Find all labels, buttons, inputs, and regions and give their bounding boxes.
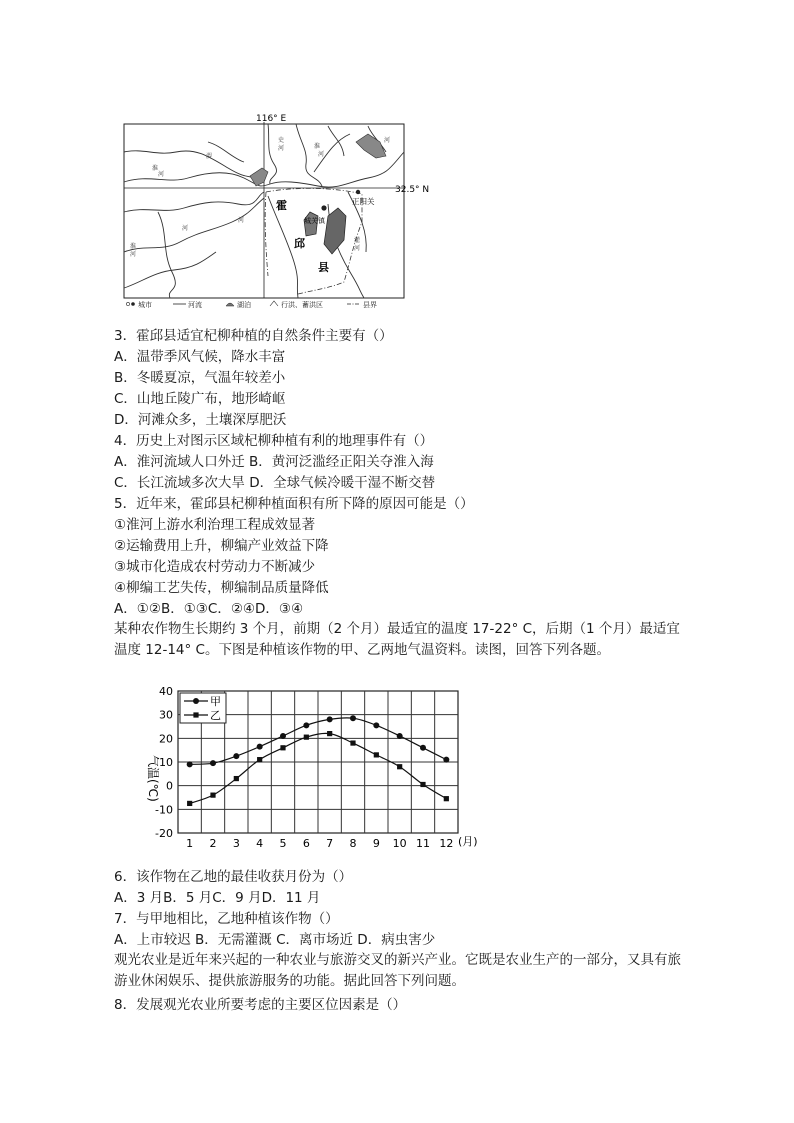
y-tick-label: 40 [159,685,173,698]
svg-text:河: 河 [182,225,189,232]
legend-marker-square [193,712,198,717]
huoqiu-county-map [118,112,430,312]
svg-text:河: 河 [238,217,245,224]
data-point-jia [280,733,286,739]
data-point-jia [420,745,426,751]
question-8-stem: 8．发展观光农业所要考虑的主要区位因素是（） [114,997,407,1013]
legend-lake: 湖泊 [237,301,251,309]
y-tick-label: -20 [155,827,173,840]
y-axis-label: 气温(℃) [146,755,160,802]
x-tick-label: 4 [256,837,264,850]
data-point-yi [444,796,449,801]
y-tick-label: 0 [166,779,173,793]
data-point-yi [304,735,309,740]
county-char-2: 邱 [294,237,305,250]
legend-marker-circle [193,698,199,704]
tourism-agriculture-intro: 观光农业是近年来兴起的一种农业与旅游交叉的新兴产业。它既是农业生产的一部分，又具有旅游业休闲娱乐、提供旅游服务的功能。据此回答下列问题。 [114,952,681,989]
svg-text:河: 河 [384,137,391,144]
x-tick-label: 7 [326,837,334,850]
svg-text:灌: 灌 [354,237,361,244]
data-point-jia [210,760,216,766]
x-tick-label: 6 [302,837,310,850]
x-tick-label: 2 [209,837,217,850]
x-tick-label: 11 [416,837,430,850]
x-tick-label: 10 [392,837,407,850]
question-3-option-b: B．冬暖夏凉，气温年较差小 [114,370,286,386]
data-point-jia [397,733,403,739]
chart-legend [180,693,226,723]
data-point-yi [397,764,402,769]
svg-text:河: 河 [278,145,285,152]
x-tick-label: 8 [349,837,357,850]
x-tick-label: 5 [279,837,287,850]
data-point-yi [374,752,379,757]
data-point-jia [233,753,239,759]
data-point-yi [420,782,425,787]
svg-text:淮: 淮 [314,143,321,150]
x-axis-unit: (月) [458,835,478,848]
city-marker-zhengyangguan [356,190,360,194]
pass-label: 正阳关 [352,197,375,206]
data-point-yi [327,731,332,736]
question-5-item-2: ②运输费用上升，柳编产业效益下降 [114,538,329,554]
data-point-jia [373,722,379,728]
question-7-stem: 7．与甲地相比，乙地种植该作物（） [114,911,339,927]
crop-intro-paragraph: 某种农作物生长期约 3 个月，前期（2 个月）最适宜的温度 17-22° C，后期（1 个月）最适宜温度 12-14° C。下图是种植该作物的甲、乙两地气温资料。读图，回答下列各题。 [114,621,680,658]
map-legend [126,300,377,309]
data-point-yi [187,801,192,806]
legend-river: 河流 [188,301,202,309]
question-4-stem: 4．历史上对图示区域杞柳种植有利的地理事件有（） [114,433,434,449]
y-tick-label: -10 [155,803,173,817]
question-4-options-ab: A．淮河流域人口外迁 B．黄河泛滥经正阳关夺淮入海 [114,454,434,470]
question-3-option-a: A．温带季风气候，降水丰富 [114,349,286,365]
svg-text:河: 河 [318,151,325,158]
data-point-yi [280,745,285,750]
data-point-yi [234,776,239,781]
legend-label: 甲 [210,695,221,708]
question-3-option-c: C．山地丘陵广布，地形崎岖 [114,391,286,407]
longitude-label: 116° E [256,114,287,124]
question-7-options: A．上市较迟 B．无需灌溉 C．离市场近 D．病虫害少 [114,932,436,948]
question-5-item-1: ①淮河上游水利治理工程成效显著 [114,517,316,533]
svg-text:河: 河 [158,171,165,178]
question-5-item-3: ③城市化造成农村劳动力不断减少 [114,559,316,575]
svg-text:史: 史 [278,137,285,144]
svg-text:河: 河 [130,251,137,258]
legend-county-border: 县界 [363,301,377,309]
data-point-jia [303,722,309,728]
data-point-jia [443,757,449,763]
y-tick-label: 10 [159,756,173,769]
city-marker-chengguan [321,205,326,210]
x-tick-label: 12 [439,837,454,850]
temperature-line-chart [140,685,490,850]
svg-text:淮: 淮 [130,243,137,250]
question-3-option-d: D．河滩众多，土壤深厚肥沃 [114,412,287,428]
data-point-yi [210,793,215,798]
y-tick-label: 30 [159,708,173,722]
svg-text:淮: 淮 [152,165,159,172]
question-6-options: A．3 月B．5 月C．9 月D．11 月 [114,890,321,906]
x-tick-label: 9 [372,837,380,850]
town-label: 城关镇 [304,217,325,225]
question-5-stem: 5．近年来，霍邱县杞柳种植面积有所下降的原因可能是（） [114,496,474,512]
data-point-jia [327,716,333,722]
question-4-options-cd: C．长江流域多次大旱 D．全球气候冷暖干湿不断交替 [114,475,436,491]
svg-text:淠: 淠 [206,153,213,160]
data-point-jia [187,761,193,767]
data-point-yi [350,740,355,745]
data-point-jia [350,715,356,721]
data-point-yi [257,757,262,762]
x-tick-label: 3 [232,837,240,850]
county-char-3: 县 [318,261,329,274]
question-5-item-4: ④柳编工艺失传，柳编制品质量降低 [114,580,329,596]
x-tick-label: 1 [186,837,194,850]
county-char-1: 霍 [276,199,287,212]
latitude-label: 32.5° N [395,185,430,195]
data-point-jia [257,744,263,750]
legend-flood-area: 行洪、蓄洪区 [281,301,323,309]
question-6-stem: 6．该作物在乙地的最佳收获月份为（） [114,869,353,885]
legend-city: 城市 [138,301,152,309]
y-tick-label: 20 [159,732,173,746]
legend-label: 乙 [210,709,221,722]
svg-text:河: 河 [354,245,361,252]
question-3-stem: 3．霍邱县适宜杞柳种植的自然条件主要有（） [114,328,393,344]
question-5-options: A．①②B．①③C．②④D．③④ [114,601,304,617]
